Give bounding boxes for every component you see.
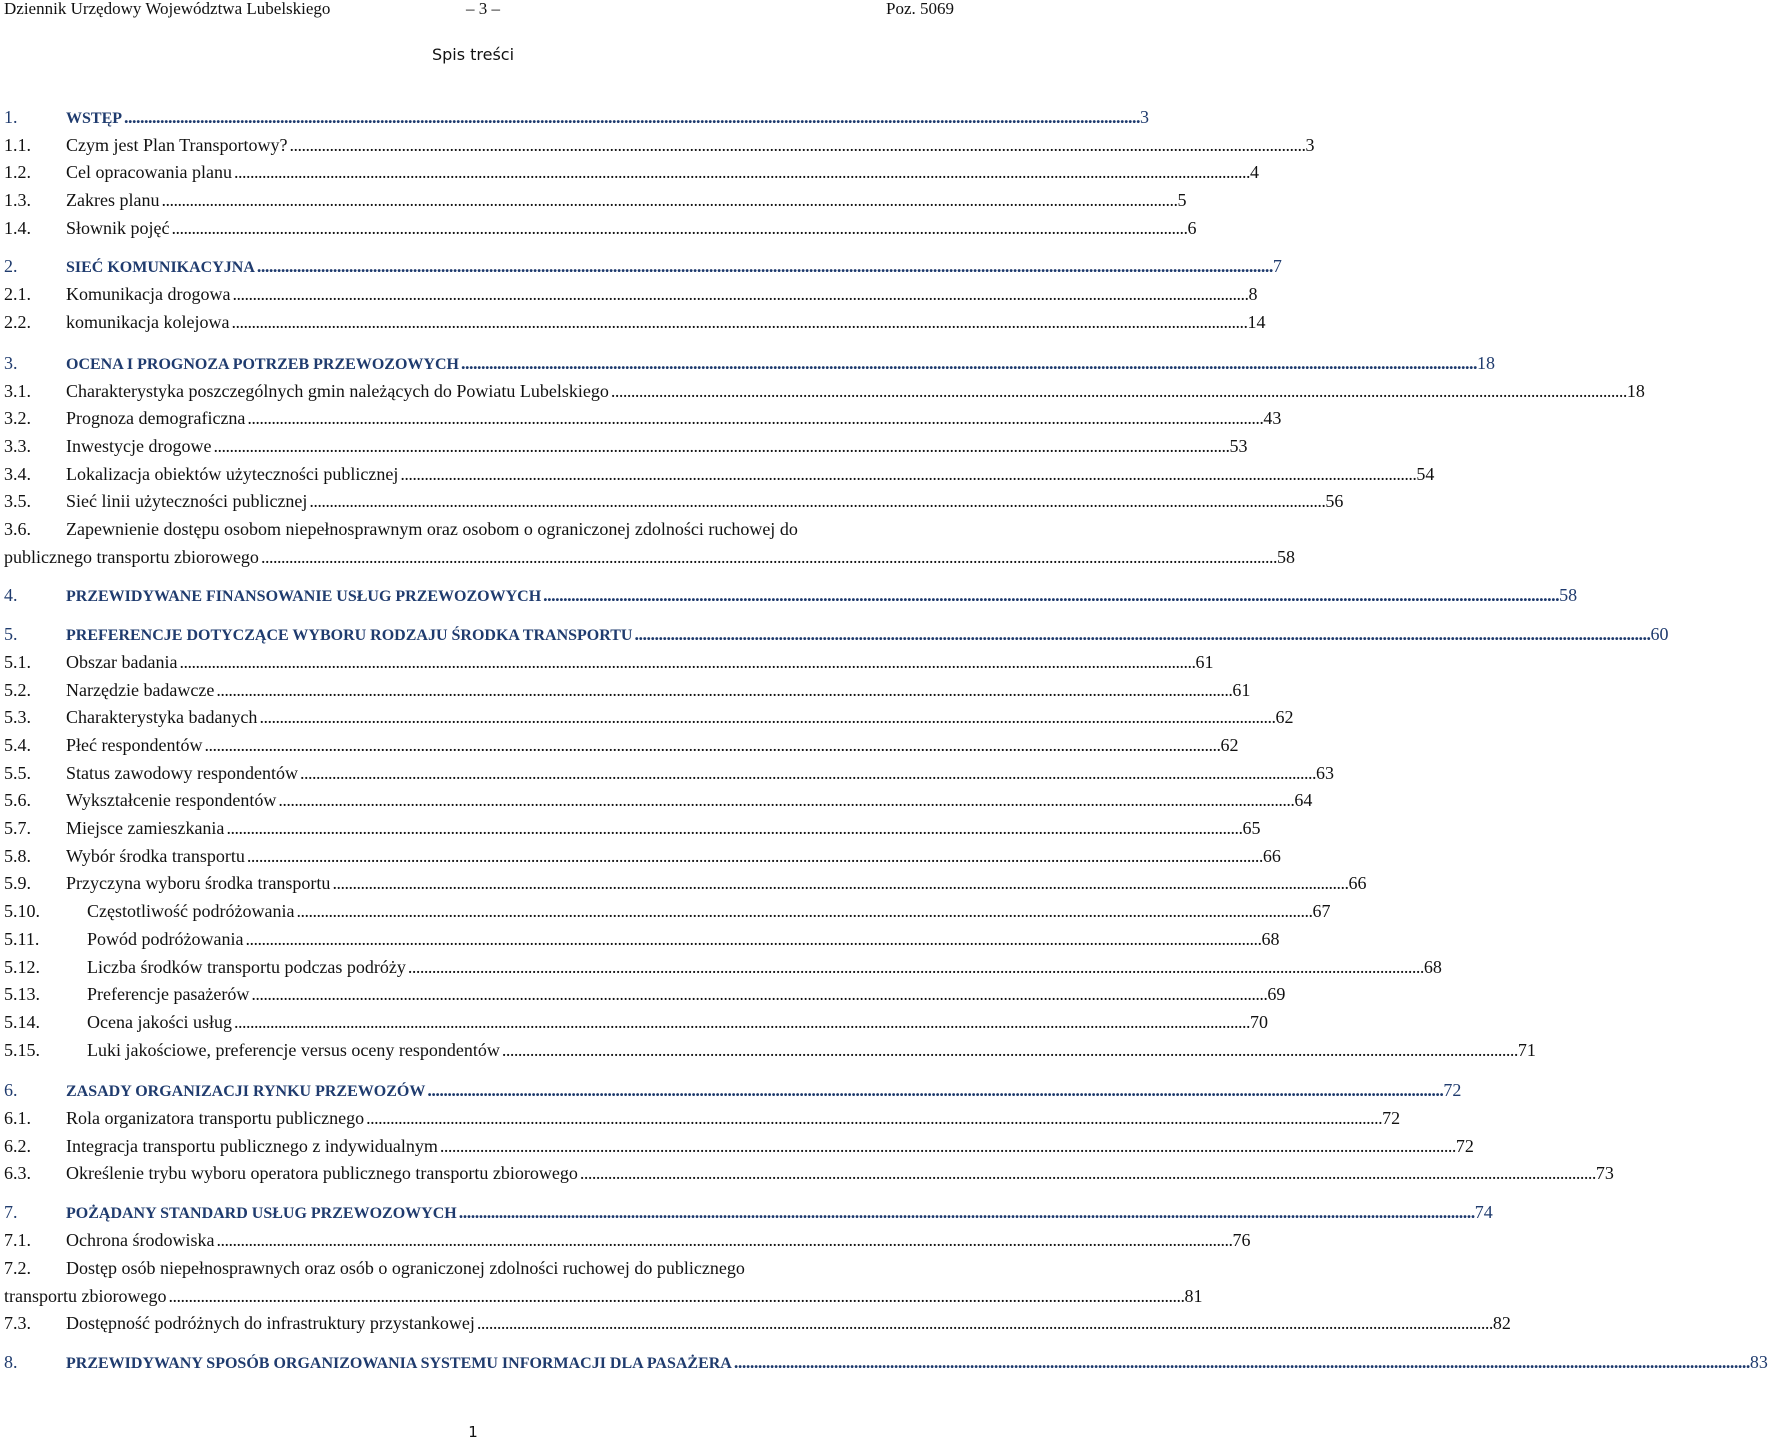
- toc-item[interactable]: [4, 676, 1251, 704]
- toc-title-text: Powód podróżowania: [87, 929, 244, 949]
- toc-number: 5.8.: [4, 846, 31, 866]
- toc-number: 5.4.: [4, 735, 31, 755]
- toc-number: 2.1.: [4, 284, 31, 304]
- dot-leader: [259, 703, 1273, 731]
- toc-page-number: 5: [1177, 190, 1187, 210]
- toc-item[interactable]: [4, 1159, 1614, 1187]
- toc-page-number: 68: [1423, 957, 1442, 977]
- toc-item[interactable]: [4, 515, 1295, 571]
- toc-item[interactable]: [4, 404, 1282, 432]
- toc-number: 6.1.: [4, 1108, 31, 1128]
- dot-leader: [251, 980, 1265, 1008]
- toc-number: 1.3.: [4, 190, 31, 210]
- toc-page-number: 66: [1348, 873, 1367, 893]
- dot-leader: [245, 925, 1259, 953]
- toc-title-text: Płeć respondentów: [66, 735, 203, 755]
- toc-number: 3.: [4, 353, 18, 373]
- toc-chapter[interactable]: [4, 581, 1578, 609]
- toc-chapter[interactable]: [4, 103, 1150, 131]
- toc-chapter[interactable]: [4, 1348, 1768, 1376]
- toc-title-text: Rola organizatora transportu publicznego: [66, 1108, 365, 1128]
- dot-leader: [234, 158, 1248, 186]
- toc-title-text: PREFERENCJE DOTYCZĄCE WYBORU RODZAJU ŚRODKA TRANSPORTU: [66, 627, 633, 644]
- dot-leader: [278, 786, 1292, 814]
- dot-leader: [216, 1226, 1230, 1254]
- toc-title-text: Czym jest Plan Transportowy?: [66, 135, 288, 155]
- dot-leader: [296, 897, 1310, 925]
- toc-page-number: 72: [1382, 1108, 1401, 1128]
- dot-leader: [309, 487, 1323, 515]
- toc-page-number: 8: [1248, 284, 1258, 304]
- toc-item[interactable]: [4, 1309, 1511, 1337]
- toc-number: 5.11.: [4, 929, 40, 949]
- toc-number: 5.5.: [4, 763, 31, 783]
- toc-page-number: 82: [1492, 1313, 1511, 1333]
- toc-title-text: OCENA I PROGNOZA POTRZEB PRZEWOZOWYCH: [66, 356, 459, 373]
- toc-item[interactable]: [4, 1254, 1203, 1310]
- toc-title-text: Obszar badania: [66, 652, 178, 672]
- toc-page-number: 54: [1416, 464, 1435, 484]
- toc-title-text: Słownik pojęć: [66, 218, 170, 238]
- toc-title-text: Dostęp osób niepełnosprawnych oraz osób o ograniczonej zdolności ruchowej do publicznego: [66, 1258, 745, 1278]
- toc-number: 6.2.: [4, 1136, 31, 1156]
- toc-number: 7.: [4, 1202, 18, 1222]
- toc-number: 3.2.: [4, 408, 31, 428]
- toc-number: 3.3.: [4, 436, 31, 456]
- toc-title-text: Zapewnienie dostępu osobom niepełnosprawnym oraz osobom o ograniczonej zdolności ruchowej do: [66, 519, 798, 539]
- toc-item[interactable]: [4, 925, 1280, 953]
- toc-page-number: 67: [1312, 901, 1331, 921]
- toc-page-number: 74: [1474, 1202, 1493, 1222]
- toc-title-text: Ocena jakości usług: [87, 1012, 232, 1032]
- toc-page-number: 72: [1443, 1080, 1462, 1100]
- toc-page-number: 14: [1247, 312, 1266, 332]
- dot-leader: [247, 842, 1261, 870]
- toc-page-number: 73: [1595, 1163, 1614, 1183]
- dot-leader: [172, 214, 1186, 242]
- toc-page-number: 7: [1272, 256, 1282, 276]
- toc-page-number: 72: [1455, 1136, 1474, 1156]
- toc-title-text: Narzędzie badawcze: [66, 680, 215, 700]
- toc-page-number: 56: [1325, 491, 1344, 511]
- toc-chapter[interactable]: [4, 620, 1669, 648]
- toc-chapter[interactable]: [4, 349, 1495, 377]
- dot-leader: [213, 432, 1227, 460]
- toc-page-number: 43: [1263, 408, 1282, 428]
- toc-title-text: Wybór środka transportu: [66, 846, 245, 866]
- toc-chapter[interactable]: [4, 1076, 1462, 1104]
- toc-item[interactable]: [4, 308, 1266, 336]
- toc-title-text: Zakres planu: [66, 190, 160, 210]
- toc-title-text: Częstotliwość podróżowania: [87, 901, 295, 921]
- toc-item[interactable]: [4, 460, 1435, 488]
- toc-title-text: PRZEWIDYWANY SPOSÓB ORGANIZOWANIA SYSTEMU INFORMACJI DLA PASAŻERA: [66, 1355, 732, 1372]
- dot-leader: [257, 252, 1271, 280]
- toc-page-number: 76: [1232, 1230, 1251, 1250]
- toc-number: 5.1.: [4, 652, 31, 672]
- toc-item[interactable]: [4, 786, 1313, 814]
- toc-number: 5.14.: [4, 1012, 40, 1032]
- toc-title-text: Określenie trybu wyboru operatora publicznego transportu zbiorowego: [66, 1163, 578, 1183]
- toc-title-text: Luki jakościowe, preferencje versus oceny respondentów: [87, 1040, 500, 1060]
- toc-title-text: Przyczyna wyboru środka transportu: [66, 873, 331, 893]
- toc-number: 7.1.: [4, 1230, 31, 1250]
- dot-leader: [332, 869, 1346, 897]
- toc-title-text: Dostępność podróżnych do infrastruktury przystankowej: [66, 1313, 475, 1333]
- toc-item[interactable]: [4, 377, 1645, 405]
- toc-number: 6.3.: [4, 1163, 31, 1183]
- toc-page-number: 58: [1559, 585, 1578, 605]
- toc-item[interactable]: [4, 953, 1442, 981]
- toc-title-text: Inwestycje drogowe: [66, 436, 212, 456]
- footer-page-number: 1: [468, 1423, 478, 1441]
- toc-title-text: Lokalizacja obiektów użyteczności publicznej: [66, 464, 399, 484]
- toc-title-text: Status zawodowy respondentów: [66, 763, 298, 783]
- dot-leader: [247, 404, 1261, 432]
- toc-title-text: Sieć linii użyteczności publicznej: [66, 491, 308, 511]
- publication-name: Dziennik Urzędowy Województwa Lubelskiego: [4, 0, 331, 18]
- toc-page-number: 70: [1249, 1012, 1268, 1032]
- toc-title-text: Komunikacja drogowa: [66, 284, 231, 304]
- toc-title-text: komunikacja kolejowa: [66, 312, 230, 332]
- toc-number: 8.: [4, 1352, 18, 1372]
- toc-page-number: 66: [1262, 846, 1281, 866]
- dot-leader: [290, 131, 1304, 159]
- toc-number: 1.2.: [4, 162, 31, 182]
- dot-leader: [734, 1348, 1748, 1376]
- header-page-number: – 3 –: [466, 0, 500, 18]
- toc-number: 2.: [4, 256, 18, 276]
- toc-title-continuation: transportu zbiorowego: [4, 1286, 167, 1306]
- toc-item[interactable]: [4, 1008, 1268, 1036]
- toc-item[interactable]: [4, 1226, 1251, 1254]
- toc-number: 7.3.: [4, 1313, 31, 1333]
- toc-item[interactable]: [4, 731, 1239, 759]
- toc-page-number: 6: [1187, 218, 1197, 238]
- dot-leader: [232, 280, 1246, 308]
- toc-title-text: Wykształcenie respondentów: [66, 790, 277, 810]
- toc-item[interactable]: [4, 842, 1281, 870]
- toc-title-text: Miejsce zamieszkania: [66, 818, 225, 838]
- dot-leader: [234, 1008, 1248, 1036]
- toc-title-text: Preferencje pasażerów: [87, 984, 250, 1004]
- toc-item[interactable]: [4, 814, 1261, 842]
- dot-leader: [440, 1132, 1454, 1160]
- toc-number: 5.7.: [4, 818, 31, 838]
- toc-number: 3.1.: [4, 381, 31, 401]
- toc-page-number: 69: [1267, 984, 1286, 1004]
- toc-item[interactable]: [4, 186, 1187, 214]
- toc-page-number: 60: [1650, 624, 1669, 644]
- toc-item[interactable]: [4, 158, 1259, 186]
- toc-number: 3.6.: [4, 519, 31, 539]
- dot-leader: [580, 1159, 1594, 1187]
- toc-item[interactable]: [4, 1104, 1401, 1132]
- toc-chapter[interactable]: [4, 252, 1282, 280]
- dot-leader: [634, 620, 1648, 648]
- dot-leader: [366, 1104, 1380, 1132]
- toc-number: 5.10.: [4, 901, 40, 921]
- toc-title-text: POŻĄDANY STANDARD USŁUG PRZEWOZOWYCH: [66, 1205, 457, 1222]
- dot-leader: [300, 759, 1314, 787]
- toc-item[interactable]: [4, 648, 1214, 676]
- dot-leader: [231, 308, 1245, 336]
- toc-title-text: Cel opracowania planu: [66, 162, 232, 182]
- toc-page-number: 18: [1626, 381, 1645, 401]
- toc-title-text: Charakterystyka badanych: [66, 707, 258, 727]
- toc-item[interactable]: [4, 432, 1248, 460]
- toc-number: 1.4.: [4, 218, 31, 238]
- dot-leader: [477, 1309, 1491, 1337]
- toc-number: 5.2.: [4, 680, 31, 700]
- toc-page-number: 3: [1305, 135, 1315, 155]
- toc-number: 3.5.: [4, 491, 31, 511]
- dot-leader: [502, 1036, 1516, 1064]
- toc-page-number: 62: [1275, 707, 1294, 727]
- toc-number: 5.: [4, 624, 18, 644]
- dot-leader: [204, 731, 1218, 759]
- toc-number: 5.6.: [4, 790, 31, 810]
- toc-page-number: 64: [1294, 790, 1313, 810]
- toc-number: 4.: [4, 585, 18, 605]
- toc-item[interactable]: [4, 214, 1197, 242]
- dot-leader: [408, 953, 1422, 981]
- dot-leader: [261, 543, 1275, 571]
- dot-leader: [179, 648, 1193, 676]
- toc-item[interactable]: [4, 759, 1334, 787]
- position-number: Poz. 5069: [886, 0, 954, 18]
- toc-item[interactable]: [4, 280, 1258, 308]
- toc-number: 2.2.: [4, 312, 31, 332]
- toc-title-text: Ochrona środowiska: [66, 1230, 215, 1250]
- dot-leader: [400, 460, 1414, 488]
- toc-item[interactable]: [4, 897, 1331, 925]
- toc-page-number: 61: [1232, 680, 1251, 700]
- toc-number: 5.9.: [4, 873, 31, 893]
- dot-leader: [168, 1282, 1182, 1310]
- toc-number: 1.: [4, 107, 18, 127]
- toc-page-number: 53: [1229, 436, 1248, 456]
- toc-page-number: 68: [1261, 929, 1280, 949]
- toc-number: 3.4.: [4, 464, 31, 484]
- toc-title: Spis treści: [431, 45, 515, 64]
- toc-number: 5.3.: [4, 707, 31, 727]
- toc-page-number: 18: [1476, 353, 1495, 373]
- dot-leader: [461, 349, 1475, 377]
- toc-item[interactable]: [4, 1036, 1536, 1064]
- toc-page-number: 4: [1249, 162, 1259, 182]
- toc-number: 1.1.: [4, 135, 31, 155]
- toc-number: 7.2.: [4, 1258, 31, 1278]
- toc-title-text: ZASADY ORGANIZACJI RYNKU PRZEWOZÓW: [66, 1083, 426, 1100]
- toc-item[interactable]: [4, 1132, 1474, 1160]
- toc-number: 5.13.: [4, 984, 40, 1004]
- dot-leader: [611, 377, 1625, 405]
- toc-page-number: 3: [1140, 107, 1150, 127]
- toc-title-continuation: publicznego transportu zbiorowego: [4, 547, 259, 567]
- toc-page-number: 71: [1517, 1040, 1536, 1060]
- toc-page-number: 63: [1315, 763, 1334, 783]
- dot-leader: [427, 1076, 1441, 1104]
- toc-item[interactable]: [4, 703, 1294, 731]
- toc-page-number: 61: [1195, 652, 1214, 672]
- toc-title-text: Integracja transportu publicznego z indywidualnym: [66, 1136, 438, 1156]
- toc-title-text: Charakterystyka poszczególnych gmin należących do Powiatu Lubelskiego: [66, 381, 609, 401]
- toc-page-number: 62: [1220, 735, 1239, 755]
- toc-page-number: 58: [1276, 547, 1295, 567]
- toc-chapter[interactable]: [4, 1198, 1493, 1226]
- toc-page-number: 81: [1184, 1286, 1203, 1306]
- toc-number: 5.12.: [4, 957, 40, 977]
- dot-leader: [459, 1198, 1473, 1226]
- toc-title-text: SIEĆ KOMUNIKACYJNA: [66, 259, 255, 276]
- toc-item[interactable]: [4, 487, 1344, 515]
- dot-leader: [216, 676, 1230, 704]
- toc-item[interactable]: [4, 980, 1286, 1008]
- toc-title-text: Prognoza demograficzna: [66, 408, 246, 428]
- toc-page-number: 65: [1242, 818, 1261, 838]
- toc-title-text: Liczba środków transportu podczas podróży: [87, 957, 406, 977]
- toc-title-text: PRZEWIDYWANE FINANSOWANIE USŁUG PRZEWOZOWYCH: [66, 588, 542, 605]
- toc-number: 5.15.: [4, 1040, 40, 1060]
- dot-leader: [124, 103, 1138, 131]
- dot-leader: [161, 186, 1175, 214]
- dot-leader: [226, 814, 1240, 842]
- toc-number: 6.: [4, 1080, 18, 1100]
- toc-page-number: 83: [1749, 1352, 1768, 1372]
- toc-title-text: WSTĘP: [66, 110, 123, 127]
- toc-item[interactable]: [4, 869, 1367, 897]
- dot-leader: [543, 581, 1557, 609]
- toc-item[interactable]: [4, 131, 1315, 159]
